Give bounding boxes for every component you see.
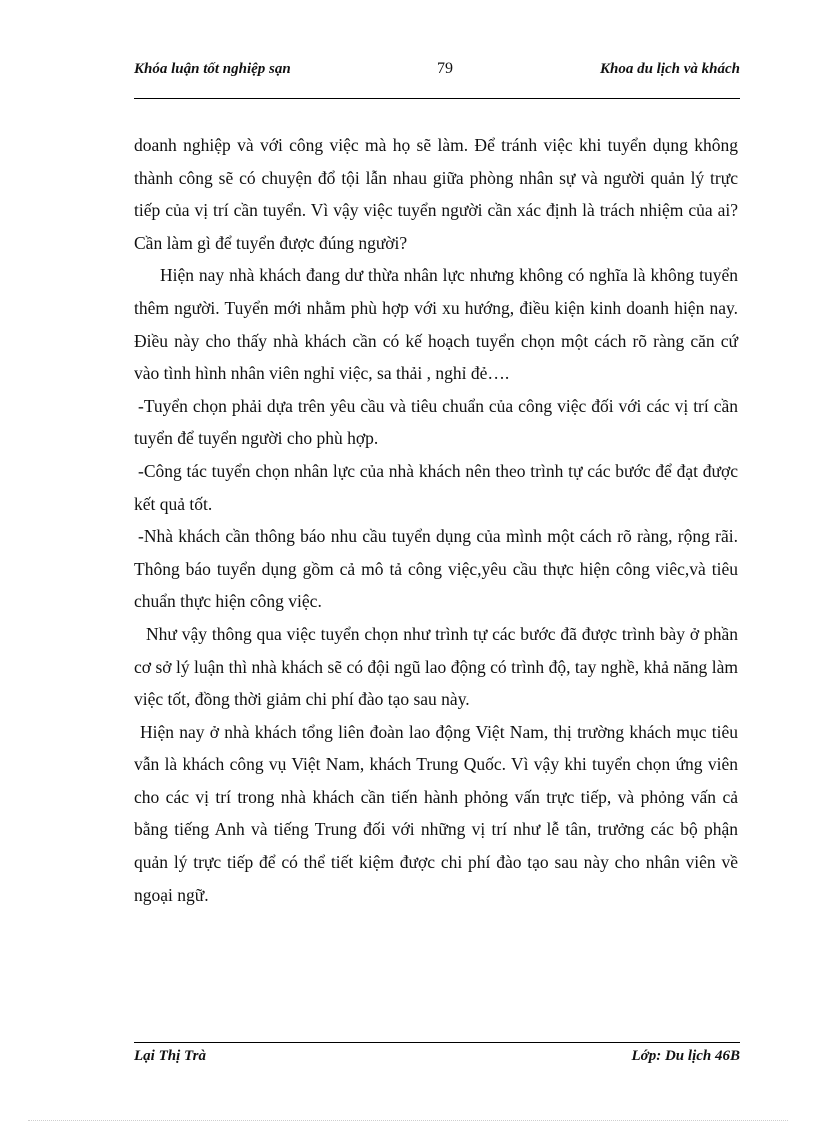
body-text xyxy=(134,129,738,911)
paragraph: Như vậy thông qua việc tuyển chọn như trình tự các bước đã được trình bày ở phần cơ sở lý luận thì nhà khách sẽ có đội ngũ lao động có trình độ, tay nghề, khả năng làm việc tốt, đồng thời giảm chi phí đào tạo sau này. xyxy=(134,623,738,710)
paragraph: -Nhà khách cần thông báo nhu cầu tuyển dụng của mình một cách rõ ràng, rộng rãi. Thông báo tuyển dụng gồm cả mô tả công việc,yêu cầu thực hiện công viêc,và tiêu chuẩn thực hiện công việc. xyxy=(134,526,738,612)
paragraph: doanh nghiệp và với công việc mà họ sẽ làm. Để tránh việc khi tuyển dụng không thành công sẽ có chuyện đổ tội lẫn nhau giữa phòng nhân sự và người quản lý trực tiếp của vị trí cần tuyển. Vì vậy việc tuyển người cần xác định là trách nhiệm của ai? Cần làm gì để tuyển được đúng người? xyxy=(134,135,738,253)
paragraph: -Công tác tuyển chọn nhân lực của nhà khách nên theo trình tự các bước để đạt được kết quả tốt. xyxy=(134,460,738,514)
header-left-title: Khóa luận tốt nghiệp sạn xyxy=(134,61,291,77)
footer-class: Lớp: Du lịch 46B xyxy=(631,1048,740,1064)
footer-divider xyxy=(134,1042,740,1043)
header-right-title: Khoa du lịch và khách xyxy=(599,61,740,77)
page-edge-divider xyxy=(28,1120,788,1121)
paragraph: Hiện nay nhà khách đang dư thừa nhân lực nhưng không có nghĩa là không tuyển thêm người. Tuyển mới nhằm phù hợp với xu hướng, điều kiện kinh doanh hiện nay. Điều này cho thấy nhà khách cần có kế hoạch tuyển chọn một cách rõ ràng căn cứ vào tình hình nhân viên nghỉ việc, sa thải , nghỉ đẻ…. xyxy=(134,265,738,384)
header-divider xyxy=(134,98,740,99)
footer-author: Lại Thị Trà xyxy=(134,1048,206,1064)
page-number: 79 xyxy=(437,60,453,77)
paragraph: -Tuyển chọn phải dựa trên yêu cầu và tiêu chuẩn của công việc đối với các vị trí cần tuyển để tuyển người cho phù hợp. xyxy=(134,395,738,449)
paragraph: Hiện nay ở nhà khách tổng liên đoàn lao động Việt Nam, thị trường khách mục tiêu vẫn là khách công vụ Việt Nam, khách Trung Quốc. Vì vậy khi tuyển chọn ứng viên cho các vị trí trong nhà khách cần tiến hành phỏng vấn trực tiếp, và phỏng vấn cả bằng tiếng Anh và tiếng Trung đối với những vị trí như lễ tân, trưởng các bộ phận quản lý trực tiếp để có thể tiết kiệm được chi phí đào tạo sau này cho nhân viên về ngoại ngữ. xyxy=(134,721,738,905)
